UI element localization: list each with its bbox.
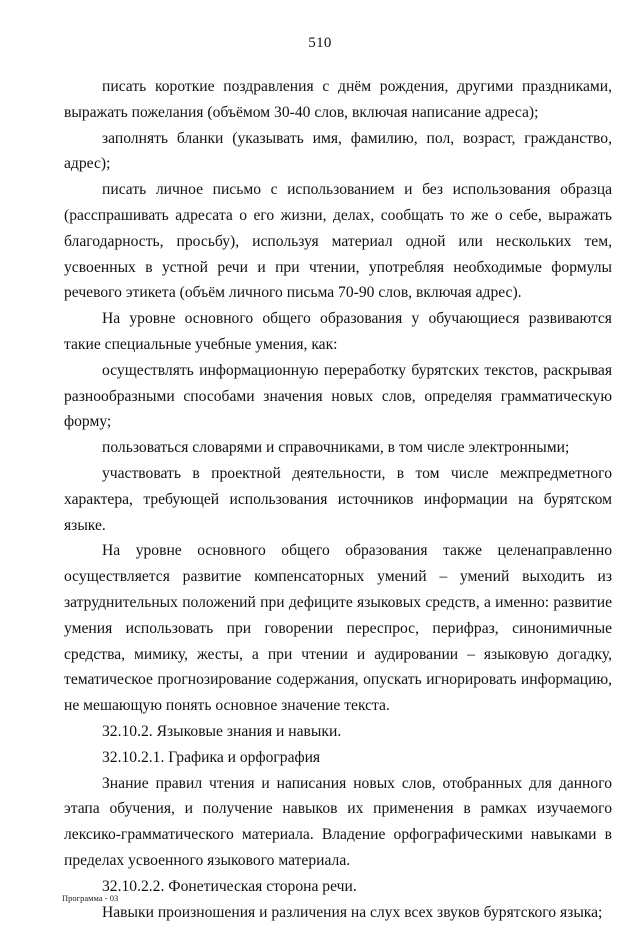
- page-number: 510: [0, 35, 640, 52]
- paragraph-project-activity: участвовать в проектной деятельности, в том числе межпредметного характера, требующей использования источников информации на бурятском языке.: [64, 461, 612, 538]
- body-text: [64, 74, 612, 925]
- paragraph-text-processing: осуществлять информационную переработку бурятских текстов, раскрывая разнообразными способами значения новых слов, определяя грамматическую форму;: [64, 358, 612, 435]
- paragraph-compensatory-skills: На уровне основного общего образования также целенаправленно осуществляется развитие компенсаторных умений – умений выходить из затруднительных положений при дефиците языковых средств, а именно: развитие умения использовать при говорении переспрос, перифраз, синонимичные средства, мимику, жесты, а при чтении и аудировании – языковую догадку, тематическое прогнозирование содержания, опускать игнорировать информацию, не мешающую понять основное значение текста.: [64, 538, 612, 719]
- paragraph-reading-rules: Знание правил чтения и написания новых слов, отобранных для данного этапа обучения, и получение навыков их применения в рамках изучаемого лексико-грамматического материала. Владение орфографическими навыками в пределах усвоенного языкового материала.: [64, 771, 612, 874]
- heading-graphics-orthography: 32.10.2.1. Графика и орфография: [64, 745, 612, 771]
- paragraph-forms: заполнять бланки (указывать имя, фамилию, пол, возраст, гражданство, адрес);: [64, 126, 612, 178]
- heading-language-knowledge: 32.10.2. Языковые знания и навыки.: [64, 719, 612, 745]
- paragraph-greetings: писать короткие поздравления с днём рождения, другими праздниками, выражать пожелания (объёмом 30-40 слов, включая написание адреса);: [64, 74, 612, 126]
- paragraph-personal-letter: писать личное письмо с использованием и без использования образца (расспрашивать адресата о его жизни, делах, сообщать то же о себе, выражать благодарность, просьбу), используя материал одной или нескольких тем, усвоенных в устной речи и при чтении, употребляя необходимые формулы речевого этикета (объём личного письма 70-90 слов, включая адрес).: [64, 177, 612, 306]
- paragraph-learning-skills-intro: На уровне основного общего образования у обучающиеся развиваются такие специальные учебные умения, как:: [64, 306, 612, 358]
- paragraph-pronunciation: Навыки произношения и различения на слух всех звуков бурятского языка;: [64, 900, 612, 925]
- footer-label: Программа - 03: [62, 893, 118, 903]
- heading-phonetics: 32.10.2.2. Фонетическая сторона речи.: [64, 874, 612, 900]
- paragraph-dictionaries: пользоваться словарями и справочниками, в том числе электронными;: [64, 435, 612, 461]
